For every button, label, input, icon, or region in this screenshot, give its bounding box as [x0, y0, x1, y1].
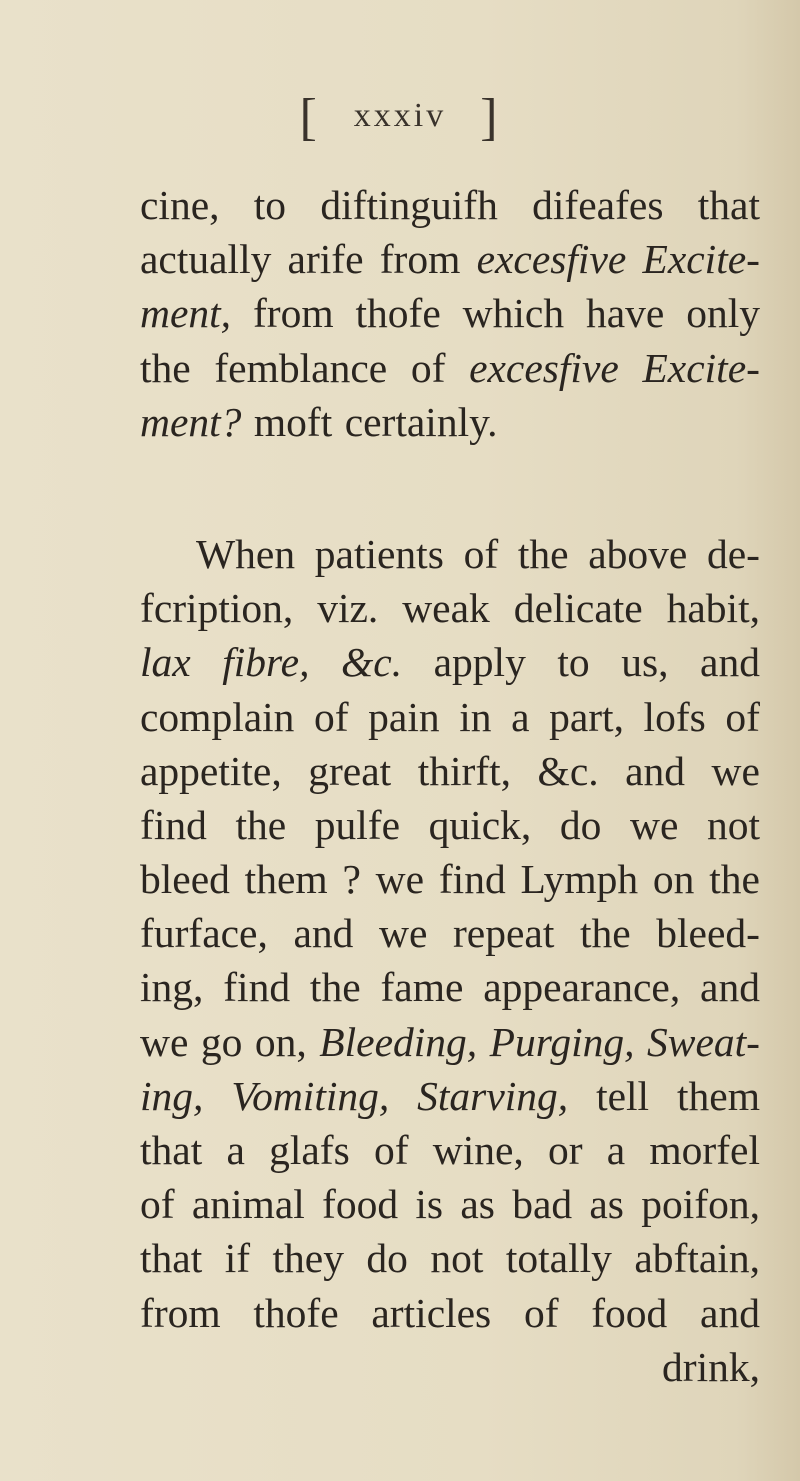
word: on,	[254, 1018, 307, 1065]
word: &c.	[537, 747, 599, 794]
left-bracket: [	[299, 89, 320, 146]
word: above	[588, 530, 688, 577]
word: femblance	[214, 344, 388, 391]
text-line	[140, 1231, 760, 1285]
text-line	[140, 635, 760, 689]
word: food	[591, 1289, 668, 1336]
word: on	[652, 856, 695, 903]
word: and	[293, 910, 354, 957]
word: moft	[253, 398, 333, 445]
word: certainly.	[344, 398, 498, 445]
word: glafs	[269, 1127, 350, 1173]
word: actually	[140, 236, 272, 283]
word: that	[140, 1235, 203, 1282]
paragraph-continuation	[140, 178, 760, 449]
paragraph-patients	[140, 527, 760, 1340]
word: the	[517, 530, 569, 577]
text-line	[140, 527, 760, 581]
word: which	[462, 290, 565, 337]
word: and	[625, 747, 686, 794]
word: from	[379, 236, 461, 283]
word: Bleeding,	[319, 1018, 478, 1065]
word: appearance,	[483, 964, 681, 1011]
word: patients	[314, 530, 444, 577]
word: that	[697, 182, 760, 228]
word: a	[226, 1127, 245, 1173]
word: Lymph	[520, 856, 639, 903]
word: lofs	[643, 693, 706, 740]
word: food	[322, 1181, 399, 1228]
word: or	[547, 1127, 583, 1173]
word: Vomiting,	[231, 1072, 390, 1119]
word: delicate	[513, 585, 643, 632]
word: When	[196, 530, 296, 577]
word: cine,	[140, 182, 220, 228]
word: of	[314, 693, 349, 740]
paragraph-gap	[140, 449, 760, 527]
word: as	[589, 1181, 624, 1228]
text-line	[140, 232, 760, 286]
word: difeafes	[532, 182, 664, 228]
word: Excite-	[642, 344, 760, 391]
word: bad	[512, 1181, 573, 1228]
word: quick,	[428, 801, 532, 848]
word: Purging,	[489, 1018, 635, 1065]
word: appetite,	[140, 747, 282, 794]
right-bracket: ]	[480, 89, 501, 146]
text-line	[140, 341, 760, 395]
word: them	[244, 856, 328, 903]
word: ?	[342, 856, 361, 903]
text-line	[140, 581, 760, 635]
word: pulfe	[314, 801, 401, 848]
page-body	[140, 178, 760, 1394]
word: as	[460, 1181, 495, 1228]
word: find	[223, 964, 291, 1011]
text-line	[140, 1015, 760, 1069]
word: ing,	[140, 1072, 204, 1119]
word: they	[272, 1235, 344, 1282]
word: do	[366, 1235, 408, 1282]
word: arife	[287, 236, 364, 283]
word: we	[711, 747, 760, 794]
text-line	[140, 1069, 760, 1123]
word: a	[511, 693, 530, 740]
word: fibre,	[222, 639, 310, 686]
text-line	[140, 1177, 760, 1231]
word: apply	[433, 639, 526, 686]
word: poifon,	[641, 1181, 760, 1228]
word: fcription,	[140, 585, 294, 632]
text-line	[140, 395, 760, 449]
word: the	[709, 856, 760, 903]
word: thirft,	[417, 747, 512, 794]
word: of	[140, 1181, 175, 1228]
text-line	[140, 286, 760, 340]
word: we	[140, 1018, 189, 1065]
word: morfel	[649, 1127, 760, 1173]
word: and	[700, 639, 760, 686]
word: ment,	[140, 290, 232, 337]
word: not	[430, 1235, 484, 1282]
word: wine,	[432, 1127, 524, 1173]
word: excesfive	[469, 344, 619, 391]
word: and	[700, 1289, 760, 1336]
word: a	[606, 1127, 626, 1173]
word: Excite-	[642, 236, 760, 283]
word: Starving,	[417, 1072, 569, 1119]
word: thofe	[253, 1289, 339, 1336]
catchword: drink,	[662, 1343, 760, 1390]
word: not	[706, 801, 760, 848]
word: weak	[402, 585, 490, 632]
word: ment?	[140, 398, 242, 445]
word: do	[559, 801, 602, 848]
word: the	[140, 344, 191, 391]
word: to	[253, 182, 287, 228]
word: we	[629, 801, 679, 848]
word: viz.	[317, 585, 379, 632]
word: from	[252, 290, 334, 337]
catchword-line	[140, 1340, 760, 1394]
word: animal	[191, 1181, 305, 1228]
word: of	[373, 1127, 409, 1173]
word: thofe	[355, 290, 441, 337]
word: find	[438, 856, 506, 903]
word: the	[309, 964, 361, 1011]
word: from	[140, 1289, 221, 1336]
word: abftain,	[634, 1235, 760, 1282]
word: de-	[707, 530, 760, 577]
word: &c.	[341, 639, 403, 686]
text-line	[140, 906, 760, 960]
text-line	[140, 744, 760, 798]
word: Sweat-	[647, 1018, 760, 1065]
text-line	[140, 1286, 760, 1340]
word: repeat	[452, 910, 555, 957]
word: of	[463, 530, 499, 577]
word: great	[308, 747, 392, 794]
word: bleed-	[656, 910, 760, 957]
word: them	[677, 1072, 760, 1119]
word: of	[523, 1289, 559, 1336]
text-line	[140, 852, 760, 906]
word: that	[140, 1127, 203, 1173]
word: totally	[505, 1235, 612, 1282]
word: part,	[549, 693, 624, 740]
text-line	[140, 798, 760, 852]
word: lax	[140, 639, 191, 686]
word: in	[459, 693, 492, 740]
word: ing,	[140, 964, 204, 1011]
word: find	[140, 801, 207, 848]
text-line	[140, 690, 760, 744]
word: of	[725, 693, 760, 740]
word: we	[378, 910, 428, 957]
word: of	[410, 344, 446, 391]
word: if	[224, 1235, 251, 1282]
word: fame	[380, 964, 464, 1011]
word: we	[375, 856, 425, 903]
word: us,	[621, 639, 669, 686]
word: habit,	[666, 585, 760, 632]
word: and	[700, 964, 760, 1011]
page-header	[0, 88, 800, 147]
word: bleed	[140, 856, 230, 903]
word: complain	[140, 693, 295, 740]
word: is	[415, 1181, 444, 1228]
word: the	[579, 910, 631, 957]
word: excesfive	[476, 236, 627, 283]
text-line	[140, 1123, 760, 1177]
text-line	[140, 178, 760, 232]
word: articles	[371, 1289, 492, 1336]
page-number: xxxiv	[353, 97, 447, 134]
word: go	[200, 1018, 243, 1065]
word: tell	[596, 1072, 650, 1119]
word: furface,	[140, 910, 268, 957]
word: the	[235, 801, 287, 848]
word: have	[585, 290, 665, 337]
word: diftinguifh	[320, 182, 498, 228]
text-line	[140, 960, 760, 1014]
word: only	[686, 290, 760, 337]
word: pain	[368, 693, 440, 740]
word: to	[557, 639, 590, 686]
